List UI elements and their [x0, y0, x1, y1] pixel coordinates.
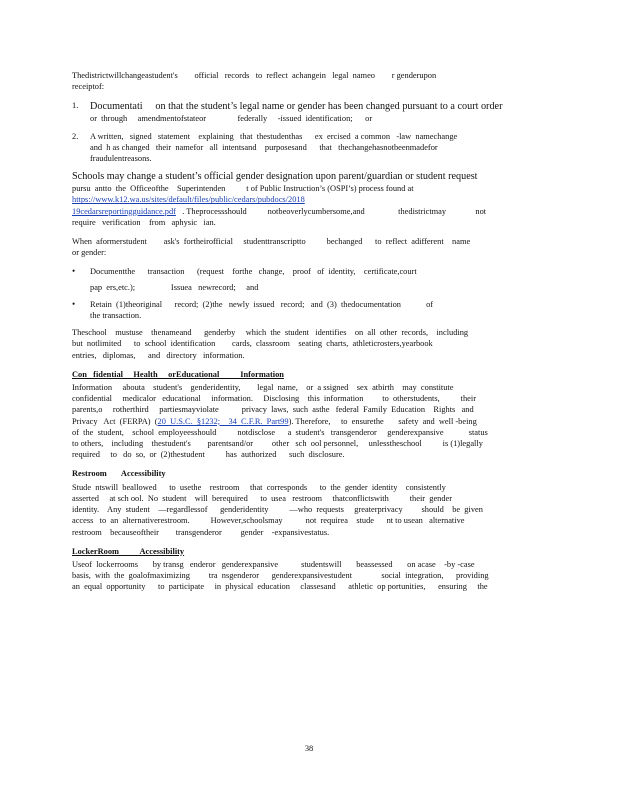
school-line-1: Theschool mustuse thenameand genderby which the student identifies on all other records, including [72, 328, 469, 338]
restroom-line-4: access to an alternativerestroom. However,schoolsmay not requirea stude nt to usean alternative [72, 516, 465, 526]
restroom-line-2: asserted at sch ool. No student will berequired to usea restroom thatconflictswith their gender [72, 493, 453, 503]
list-item [72, 131, 538, 165]
list-item-2-line-2: and h as changed their namefor all intentsand purposesand that thechangehasnotbeenmadefor [90, 142, 438, 152]
former-line-1: When aformerstudent ask's fortheirofficial studenttranscriptto bechanged to reflect adifferent name [72, 237, 471, 247]
ospi-line-2-text: pursu antto the Officeofthe Superintenden t of Public Instruction’s (OSPI’s) process found at [72, 184, 414, 194]
list-number: 2. [72, 131, 79, 141]
list-item-1-line-2: or through amendmentofstateor federally -issued identification; or [90, 114, 373, 124]
ospi-line-2 [72, 183, 538, 194]
ospi-line-4-text: . Theprocessshould notbeoverlycumbersome,and thedistrictmay not [175, 206, 487, 216]
restroom-line-5: restroom becauseoftheir transgenderor gender -expansivestatus. [72, 527, 330, 537]
ospi-guidance-link[interactable]: https://www.k12.wa.us/sites/default/files/public/cedars/pubdocs/2018 [72, 195, 305, 205]
list-item-1-line-1: Documentati on that the student’s legal name or gender has been changed pursuant to a court order [90, 101, 503, 113]
school-line-3: entries, diplomas, and directory information. [72, 350, 245, 360]
confidential-line-1: Information abouta student's genderidentity, legal name, or a ssigned sex atbirth may constitute [72, 383, 454, 393]
locker-line-3: an equal opportunity to participate in physical education classesand athletic op portunities, ensuring the [72, 582, 488, 592]
confidential-line-7: required to do so, or (2)thestudent has authorized such disclosure. [72, 450, 345, 460]
bullet-2-line-1: Retain (1)theoriginal record; (2)the newly issued record; and (3) thedocumentation of [90, 299, 434, 309]
page-number: 38 [304, 744, 314, 753]
bullet-1-line-2: pap ers,etc.); ￿ Issuea newrecord; and [90, 282, 259, 292]
restroom-line-3: identity. Any student —regardlessof genderidentity —who requests greaterprivacy should be given [72, 505, 483, 515]
locker-line-1: Useof lockerrooms by transg enderor genderexpansive studentswill beassessed on acase -by -case [72, 559, 475, 569]
bullet-1-line-1: Documentthe transaction (request forthe change, proof of identity, certificate,court [90, 267, 417, 277]
ospi-line-4 [72, 206, 538, 217]
confidential-heading-text: Con fidential Health orEducational Information [72, 369, 284, 379]
bullet-item [72, 299, 538, 321]
restroom-heading: Restroom Accessibility [72, 469, 166, 479]
confidential-line-2: confidential medicalor educational information. Disclosing this information to otherstudents, their [72, 394, 477, 404]
bullet-mark: • [72, 266, 76, 277]
therefore-text: ). Therefore, to ensurethe safety and well -being [288, 416, 477, 426]
intro-line-1: Thedistrictwillchangeastudent's official records to reflect achangein legal nameo r genderupon [72, 71, 437, 80]
confidential-line-3: parents,o rotherthird partiesmayviolate privacy laws, such asthe federal Family Education Rights and [72, 405, 474, 415]
confidential-line-4 [72, 416, 538, 427]
school-line-2: but notlimited to school identification cards, classroom seating charts, athleticrosters,yearbook [72, 339, 433, 349]
locker-heading [72, 546, 538, 557]
ospi-line-3 [72, 194, 538, 205]
list-item-2-line-3: fraudulentreasons. [90, 154, 152, 164]
list-item [72, 100, 538, 124]
list-number: 1. [72, 101, 79, 111]
restroom-line-1: Stude ntswill beallowed to usethe restroom that corresponds to the gender identity consistently [72, 482, 446, 492]
ferpa-text: Privacy Act (FERPA) ( [72, 416, 158, 426]
bullet-2-line-2: the transaction. [90, 311, 142, 321]
intro-line-2: receiptof: [72, 82, 105, 92]
locker-heading-text: LockerRoom Accessibility [72, 546, 185, 556]
confidential-line-6: to others, including thestudent's parentsand/or other sch ool personnel, unlesstheschool is (1)legally [72, 439, 483, 449]
former-line-2: or gender: [72, 248, 107, 258]
confidential-line-5: of the student, school employeesshould notdisclose a student's transgenderor genderexpansive status [72, 427, 488, 437]
ospi-line-5: require verification from aphysic ian. [72, 217, 216, 227]
ospi-line-1: Schools may change a student’s official gender designation upon parent/guardian or student request [72, 171, 478, 183]
ospi-guidance-link-cont[interactable]: 19cedarsreportingguidance.pdf [72, 206, 176, 216]
bullet-mark: • [72, 298, 76, 309]
confidential-heading [72, 369, 538, 380]
ferpa-citation-link[interactable]: 20 U.S.C. §1232; 34 C.F.R. Part99 [157, 416, 289, 426]
locker-line-2: basis, with the goalofmaximizing tra nsgenderor genderexpansivestudent social integration, providing [72, 571, 489, 581]
bullet-item [72, 266, 538, 292]
document-page [72, 70, 538, 593]
list-item-2-line-1: A written, signed statement explaining that thestudenthas ex ercised a common -law namechange [90, 131, 458, 141]
